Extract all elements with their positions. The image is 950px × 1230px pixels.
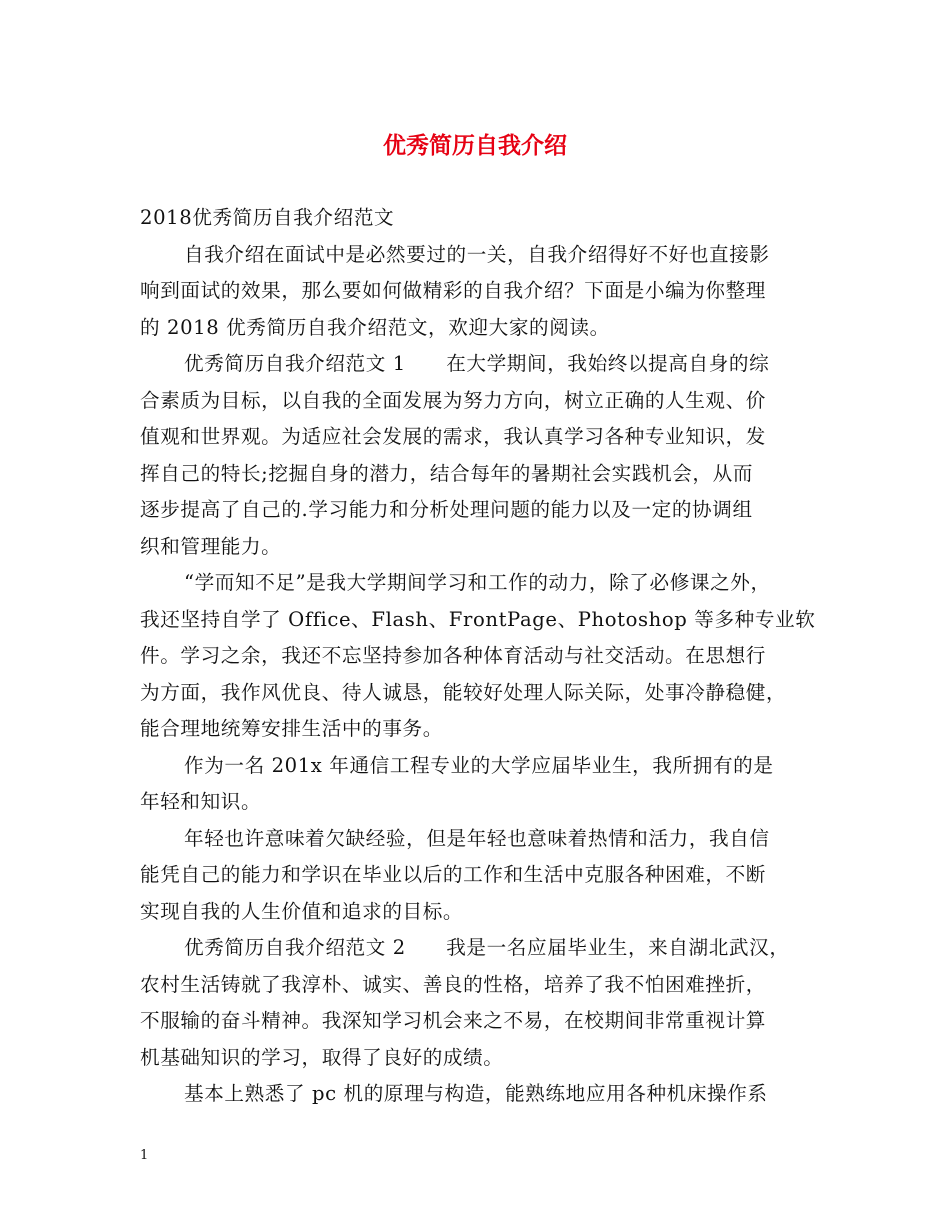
text-line: 合素质为目标，以自我的全面发展为努力方向，树立正确的人生观、价 (140, 388, 767, 412)
text-line: 2018优秀简历自我介绍范文 (140, 206, 395, 229)
text-line: “学而知不足”是我大学期间学习和工作的动力，除了必修课之外， (184, 571, 771, 594)
document-body (140, 200, 816, 1113)
text-line: 值观和世界观。为适应社会发展的需求，我认真学习各种专业知识，发 (140, 425, 767, 448)
text-line: 响到面试的效果，那么要如何做精彩的自我介绍？下面是小编为你整理 (140, 279, 767, 302)
text-line: 优秀简历自我介绍范文 1 在大学期间，我始终以提高自身的综 (184, 352, 770, 375)
text-line: 能合理地统筹安排生活中的事务。 (140, 717, 443, 740)
text-line: 年轻也许意味着欠缺经验，但是年轻也意味着热情和活力，我自信 (184, 826, 770, 850)
text-line: 为方面，我作风优良、待人诚恳，能较好处理人际关际，处事冷静稳健， (140, 680, 787, 704)
text-line: 件。学习之余，我还不忘坚持参加各种体育活动与社交活动。在思想行 (140, 644, 767, 667)
page-number: 1 (140, 1148, 149, 1163)
text-line: 农村生活铸就了我淳朴、诚实、善良的性格，培养了我不怕困难挫折， (140, 972, 767, 996)
text-line: 不服输的奋斗精神。我深知学习机会来之不易，在校期间非常重视计算 (140, 1009, 767, 1032)
text-line: 自我介绍在面试中是必然要过的一关，自我介绍得好不好也直接影 (184, 242, 770, 266)
text-line: 基本上熟悉了 pc 机的原理与构造，能熟练地应用各种机床操作系 (184, 1082, 768, 1105)
text-line: 年轻和知识。 (140, 790, 262, 813)
text-line: 机基础知识的学习，取得了良好的成绩。 (140, 1045, 504, 1069)
text-line: 实现自我的人生价值和追求的目标。 (140, 899, 464, 923)
text-line: 逐步提高了自己的.学习能力和分析处理问题的能力以及一定的协调组 (140, 498, 753, 521)
text-line: 作为一名 201x 年通信工程专业的大学应届毕业生，我所拥有的是 (184, 753, 774, 777)
document-title: 优秀简历自我介绍 (383, 132, 567, 159)
text-line: 的 2018 优秀简历自我介绍范文，欢迎大家的阅读。 (140, 315, 610, 339)
text-line: 能凭自己的能力和学识在毕业以后的工作和生活中克服各种困难，不断 (140, 863, 767, 886)
text-line: 我还坚持自学了 Office、Flash、FrontPage、Photoshop 等多种专业软 (140, 607, 816, 631)
text-line: 织和管理能力。 (140, 534, 282, 558)
text-line: 挥自己的特长;挖掘自身的潜力，结合每年的暑期社会实践机会，从而 (140, 461, 754, 485)
text-line: 优秀简历自我介绍范文 2 我是一名应届毕业生，来自湖北武汉， (184, 936, 790, 959)
